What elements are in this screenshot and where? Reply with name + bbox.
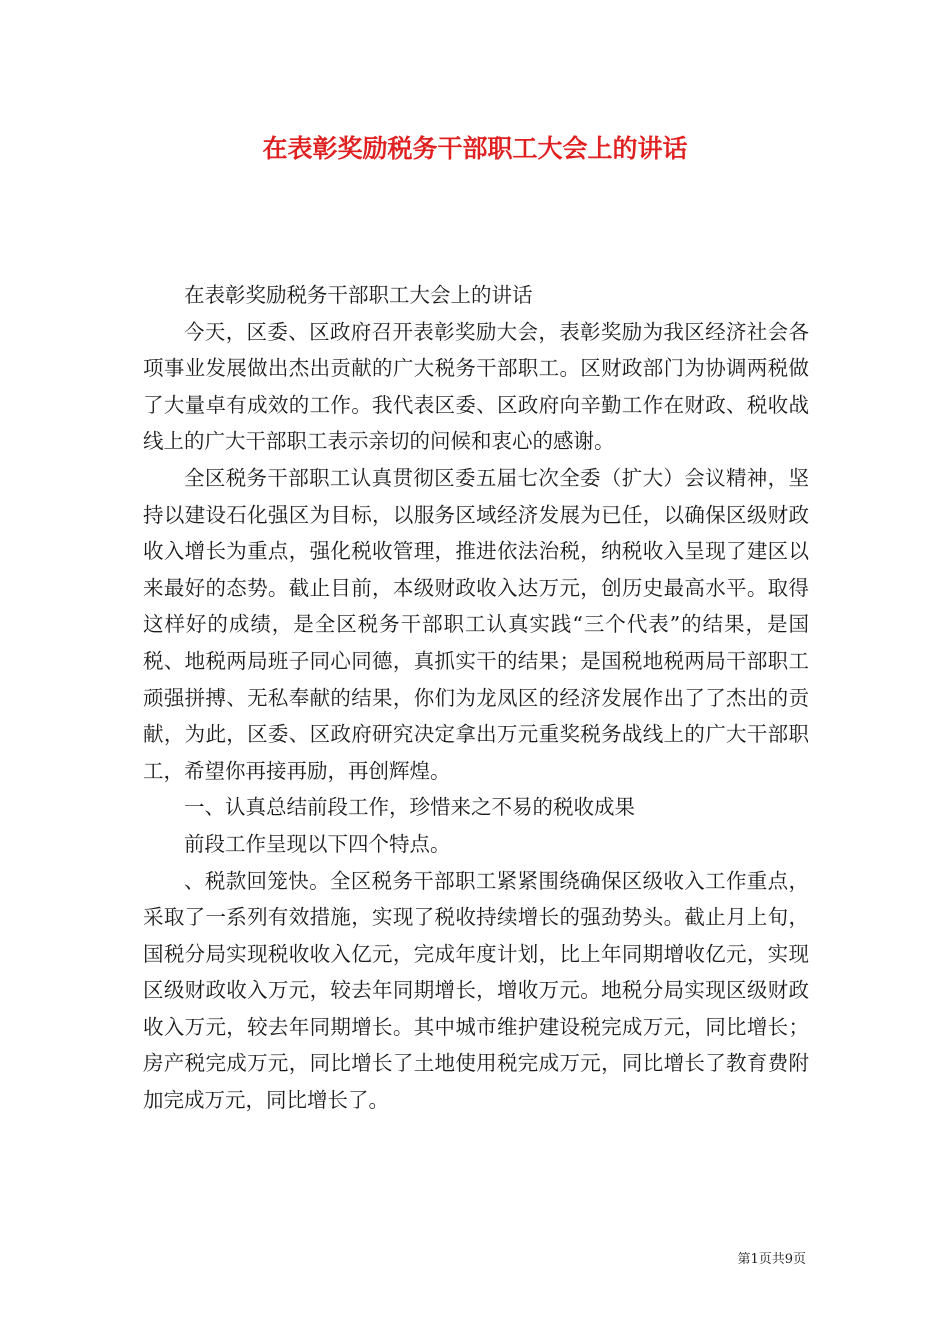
page-title: 在表彰奖励税务干部职工大会上的讲话 [262,134,688,163]
page-number: 第1页共9页 [737,1252,806,1267]
paragraph: 全区税务干部职工认真贯彻区委五届七次全委（扩大）会议精神，坚持以建设石化强区为目标，以服务区域经济发展为已任，以确保区级财政收入增长为重点，强化税收管理，推进依法治税，纳税收入呈现了建区以来最好的态势。截止目前，本级财政收入达万元，创历史最高水平。取得这样好的成绩，是全区税务干部职工认真实践“三个代表”的结果，是国税、地税两局班子同心同德，真抓实干的结果；是国税地税两局干部职工顽强拼搏、无私奉献的结果，你们为龙凤区的经济发展作出了了杰出的贡献，为此，区委、区政府研究决定拿出万元重奖税务战线上的广大干部职工，希望你再接再励，再创辉煌。 [143,465,809,783]
paragraph: 今天，区委、区政府召开表彰奖励大会，表彰奖励为我区经济社会各项事业发展做出杰出贡献的广大税务干部职工。区财政部门为协调两税做了大量卓有成效的工作。我代表区委、区政府向辛勤工作在财政、税收战线上的广大干部职工表示亲切的问候和衷心的感谢。 [143,319,809,454]
paragraph-heading: 在表彰奖励税务干部职工大会上的讲话 [184,283,533,307]
paragraph: 、税款回笼快。全区税务干部职工紧紧围绕确保区级收入工作重点，采取了一系列有效措施，实现了税收持续增长的强劲势头。截止月上旬，国税分局实现税收收入亿元，完成年度计划，比上年同期增收亿元，实现区级财政收入万元，较去年同期增长，增收万元。地税分局实现区级财政收入万元，较去年同期增长。其中城市维护建设税完成万元，同比增长；房产税完成万元，同比增长了土地使用税完成万元，同比增长了教育费附加完成万元，同比增长了。 [143,868,809,1113]
document-body [143,277,809,1119]
paragraph: 前段工作呈现以下四个特点。 [184,831,451,856]
section-heading: 一、认真总结前段工作，珍惜来之不易的税收成果 [184,795,635,820]
